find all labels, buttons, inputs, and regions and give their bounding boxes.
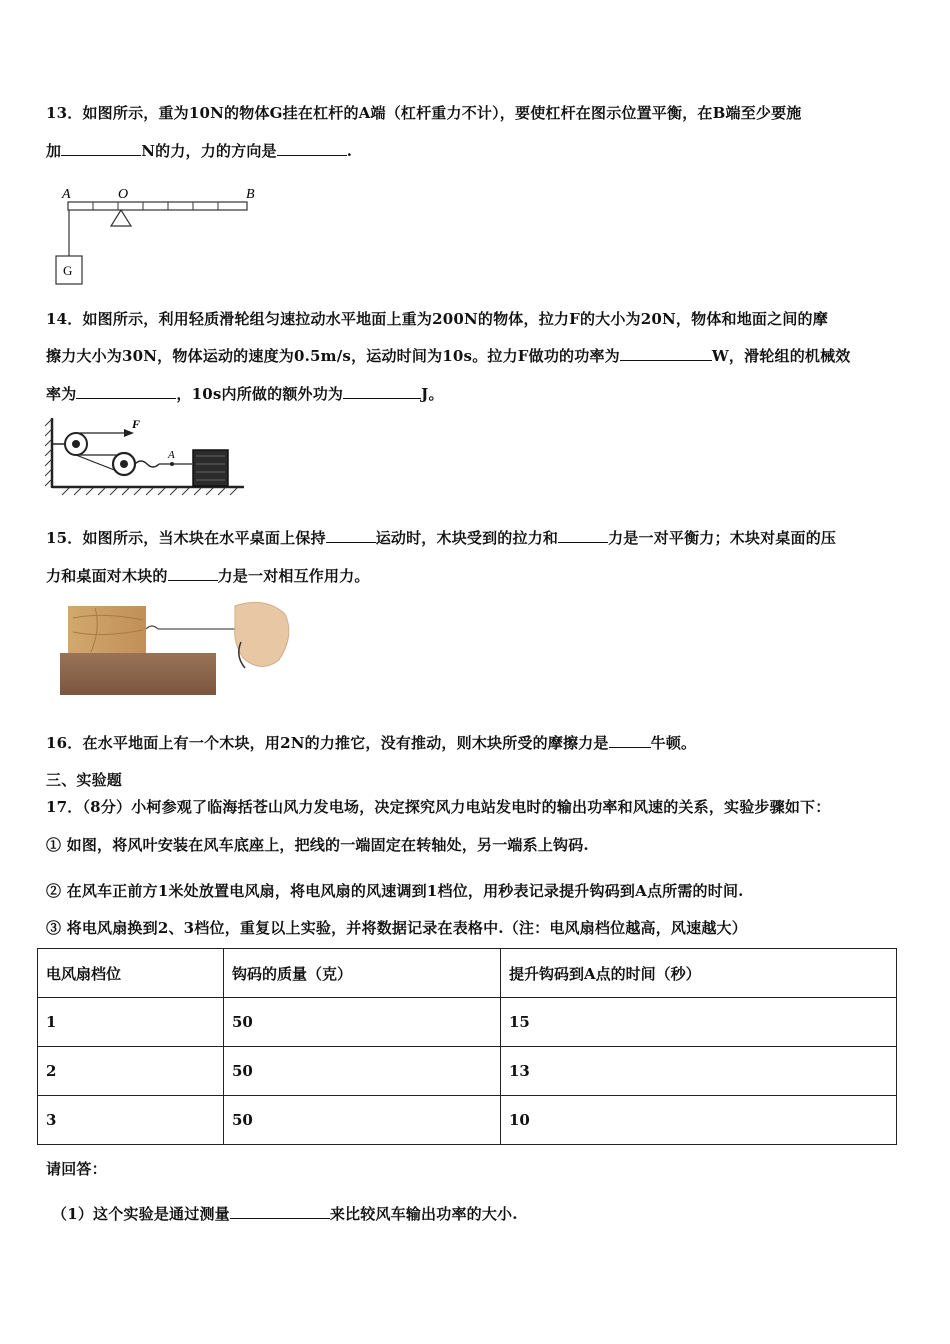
table-cell: 50 (224, 998, 501, 1047)
q17-step2: ② 在风车正前方1米处放置电风扇，将电风扇的风速调到1档位，用秒表记录提升钩码到A点所需的时间. (46, 882, 744, 900)
q14-line3 (46, 383, 444, 404)
table-row (38, 1096, 897, 1145)
q17-step1: ① 如图，将风叶安装在风车底座上，把线的一端固定在转轴处，另一端系上钩码. (46, 836, 589, 854)
lever-label-a: A (62, 187, 71, 202)
q15-blank-3[interactable] (168, 566, 218, 581)
table-header-row (38, 949, 897, 998)
q14-text-a: 擦力大小为30N，物体运动的速度为0.5m/s，运动时间为10s。拉力F做功的功率为 (46, 347, 620, 365)
section-heading: 三、实验题 (46, 771, 123, 789)
lever-label-o: O (118, 187, 129, 202)
q13-text-c: . (346, 142, 353, 160)
q13-text-b: N的力，力的方向是 (141, 142, 277, 160)
q15-blank-1[interactable] (326, 528, 376, 543)
q15-text-d: 力和桌面对木块的 (46, 567, 168, 585)
q16-text-a: 16．在水平地面上有一个木块，用2N的力推它，没有推动，则木块所受的摩擦力是 (46, 734, 609, 752)
q14-line1: 14．如图所示，利用轻质滑轮组匀速拉动水平地面上重为200N的物体，拉力F的大小为20N，物体和地面之间的摩 (46, 310, 828, 328)
wood-block-photo (55, 596, 300, 700)
q15-text-c: 力是一对平衡力；木块对桌面的压 (608, 529, 837, 547)
q15-text-a: 15．如图所示，当木块在水平桌面上保持 (46, 529, 326, 547)
table-cell: 3 (38, 1096, 224, 1145)
lever-label-b: B (246, 187, 255, 202)
q14-line2 (46, 345, 851, 366)
q14-text-e: J。 (421, 385, 444, 403)
table-header-cell: 提升钩码到A点的时间（秒） (501, 949, 897, 998)
table-header-cell: 电风扇档位 (38, 949, 224, 998)
q15-blank-2[interactable] (558, 528, 608, 543)
q14-text-c: 率为 (46, 385, 77, 403)
q14-text-d: ，10s内所做的额外功为 (176, 385, 344, 403)
q17-intro: 17．（8分）小柯参观了临海括苍山风力发电场，决定探究风力电站发电时的输出功率和风速的关系，实验步骤如下： (46, 798, 831, 816)
q16-line (46, 732, 696, 753)
q13-text-a: 加 (46, 142, 62, 160)
q17-sub1-text-b: 来比较风车输出功率的大小. (329, 1205, 518, 1223)
q15-text-e: 力是一对相互作用力。 (217, 567, 370, 585)
data-table (37, 948, 897, 1145)
q16-text-b: 牛顿。 (650, 734, 697, 752)
q15-text-b: 运动时，木块受到的拉力和 (375, 529, 559, 547)
q13-line2 (46, 140, 352, 161)
table-cell: 2 (38, 1047, 224, 1096)
table-cell: 13 (501, 1047, 897, 1096)
q14-blank-2[interactable] (76, 384, 176, 399)
q17-sub1 (52, 1203, 518, 1224)
q14-blank-3[interactable] (343, 384, 421, 399)
table-cell: 10 (501, 1096, 897, 1145)
lever-figure (50, 182, 270, 292)
q17-step3: ③ 将电风扇换到2、3档位，重复以上实验，并将数据记录在表格中.（注：电风扇档位越高，风速越大） (46, 919, 747, 937)
q17-sub1-text-a: （1）这个实验是通过测量 (52, 1205, 230, 1223)
pulley-label-f: F (132, 417, 141, 431)
q13-blank-2[interactable] (277, 141, 347, 156)
q14-text-b: W，滑轮组的机械效 (711, 347, 851, 365)
q16-blank-1[interactable] (609, 733, 651, 748)
table-header-cell: 钩码的质量（克） (224, 949, 501, 998)
table-cell: 50 (224, 1047, 501, 1096)
q15-line1 (46, 527, 836, 548)
table-row (38, 1047, 897, 1096)
table-cell: 15 (501, 998, 897, 1047)
q17-answer-prompt: 请回答： (46, 1160, 107, 1178)
q17-blank-1[interactable] (230, 1204, 330, 1219)
q13-line1: 13．如图所示，重为10N的物体G挂在杠杆的A端（杠杆重力不计），要使杠杆在图示位置平衡，在B端至少要施 (46, 104, 802, 122)
q13-blank-1[interactable] (61, 141, 141, 156)
lever-label-g: G (63, 263, 73, 278)
pulley-figure (44, 414, 254, 496)
table-row (38, 998, 897, 1047)
table-cell: 1 (38, 998, 224, 1047)
q15-line2 (46, 565, 370, 586)
pulley-label-a: A (168, 449, 175, 461)
table-cell: 50 (224, 1096, 501, 1145)
q14-blank-1[interactable] (620, 346, 712, 361)
